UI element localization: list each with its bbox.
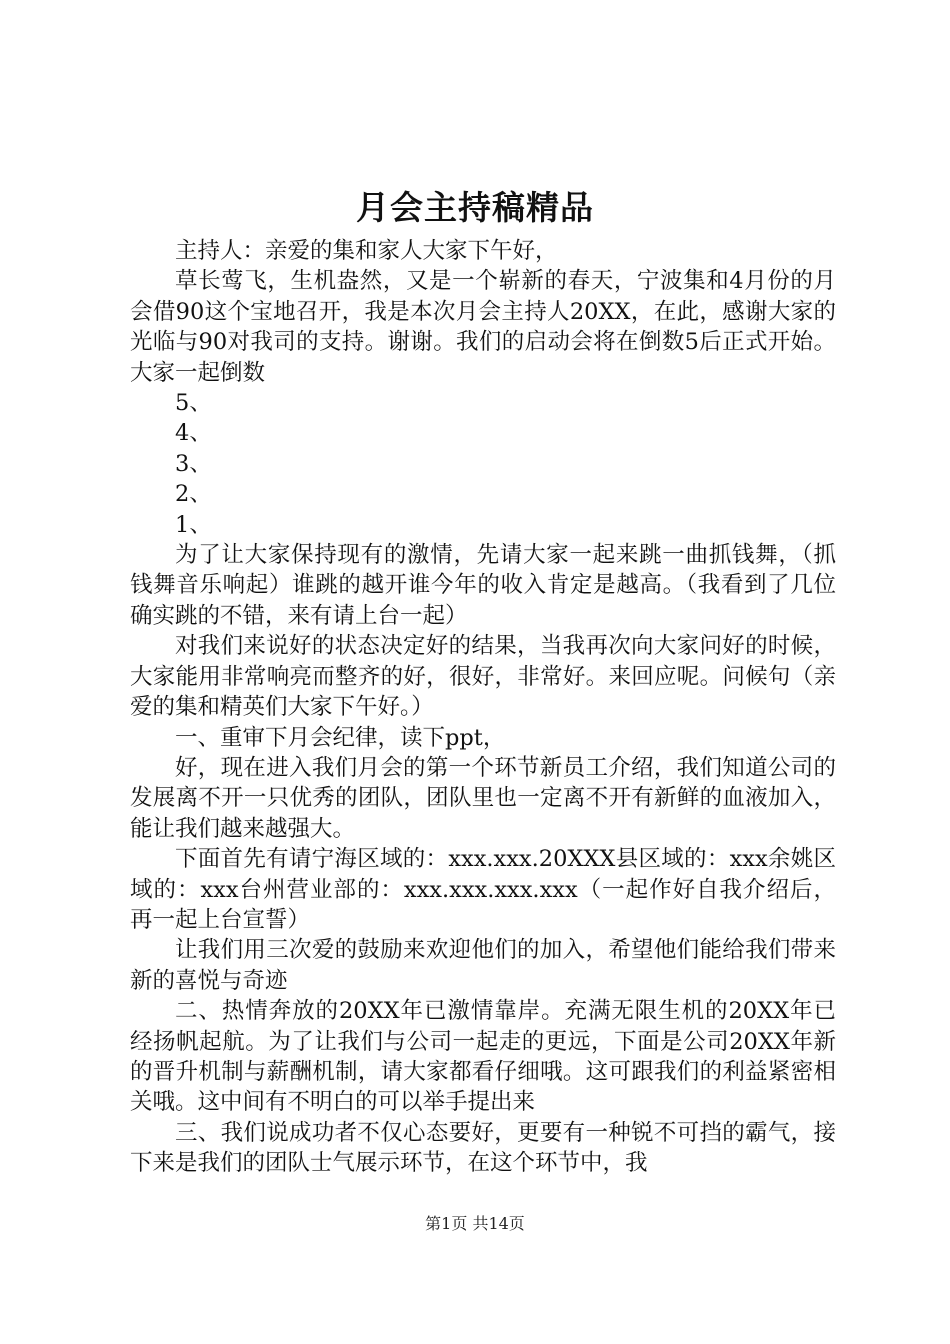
paragraph-opening: 草长莺飞，生机盎然，又是一个崭新的春天，宁波集和4月份的月会借90这个宝地召开，我是本次月会主持人20XX，在此，感谢大家的光临与90对我司的支持。谢谢。我们的启动会将在倒数5后正式开始。大家一起倒数 [130,268,836,386]
paragraph-regional-intro: 下面首先有请宁海区域的：xxx.xxx.20XXX县区域的：xxx余姚区域的：xxx台州营业部的：xxx.xxx.xxx.xxx（一起作好自我介绍后，再一起上台宣誓） [130,846,836,933]
countdown-5: 5、 [175,390,212,417]
paragraph-section-two: 二、热情奔放的20XX年已激情靠岸。充满无限生机的20XX年已经扬帆起航。为了让我们与公司一起走的更远，下面是公司20XX年新的晋升机制与薪酬机制，请大家都看仔细哦。这可跟我们的利益紧密相关哦。这中间有不明白的可以举手提出来 [130,998,836,1116]
countdown-2: 2、 [175,481,212,508]
countdown-1: 1、 [175,511,212,538]
paragraph-new-staff-intro: 好，现在进入我们月会的第一个环节新员工介绍，我们知道公司的发展离不开一只优秀的团队，团队里也一定离不开有新鲜的血液加入，能让我们越来越强大。 [130,754,836,842]
paragraph-greeting-response: 对我们来说好的状态决定好的结果，当我再次向大家问好的时候，大家能用非常响亮而整齐的好，很好，非常好。来回应呢。问候句（亲爱的集和精英们大家下午好。） [130,633,836,721]
paragraph-section-one: 一、重审下月会纪律，读下ppt， [175,724,506,751]
paragraph-section-three: 三、我们说成功者不仅心态要好，更要有一种锐不可挡的霸气，接下来是我们的团队士气展示环节，在这个环节中，我 [130,1119,836,1177]
paragraph-welcome: 让我们用三次爱的鼓励来欢迎他们的加入，希望他们能给我们带来新的喜悦与奇迹 [130,937,836,994]
document-body [130,236,836,1179]
paragraph-host-greeting: 主持人：亲爱的集和家人大家下午好， [175,238,558,264]
countdown-4: 4、 [175,420,212,447]
paragraph-money-dance: 为了让大家保持现有的激情，先请大家一起来跳一曲抓钱舞，（抓钱舞音乐响起）谁跳的越开谁今年的收入肯定是越高。（我看到了几位确实跳的不错，来有请上台一起） [130,542,836,629]
page-number-footer: 第1页 共14页 [425,1214,525,1233]
countdown-3: 3、 [175,450,212,477]
document-title: 月会主持稿精品 [356,188,594,227]
